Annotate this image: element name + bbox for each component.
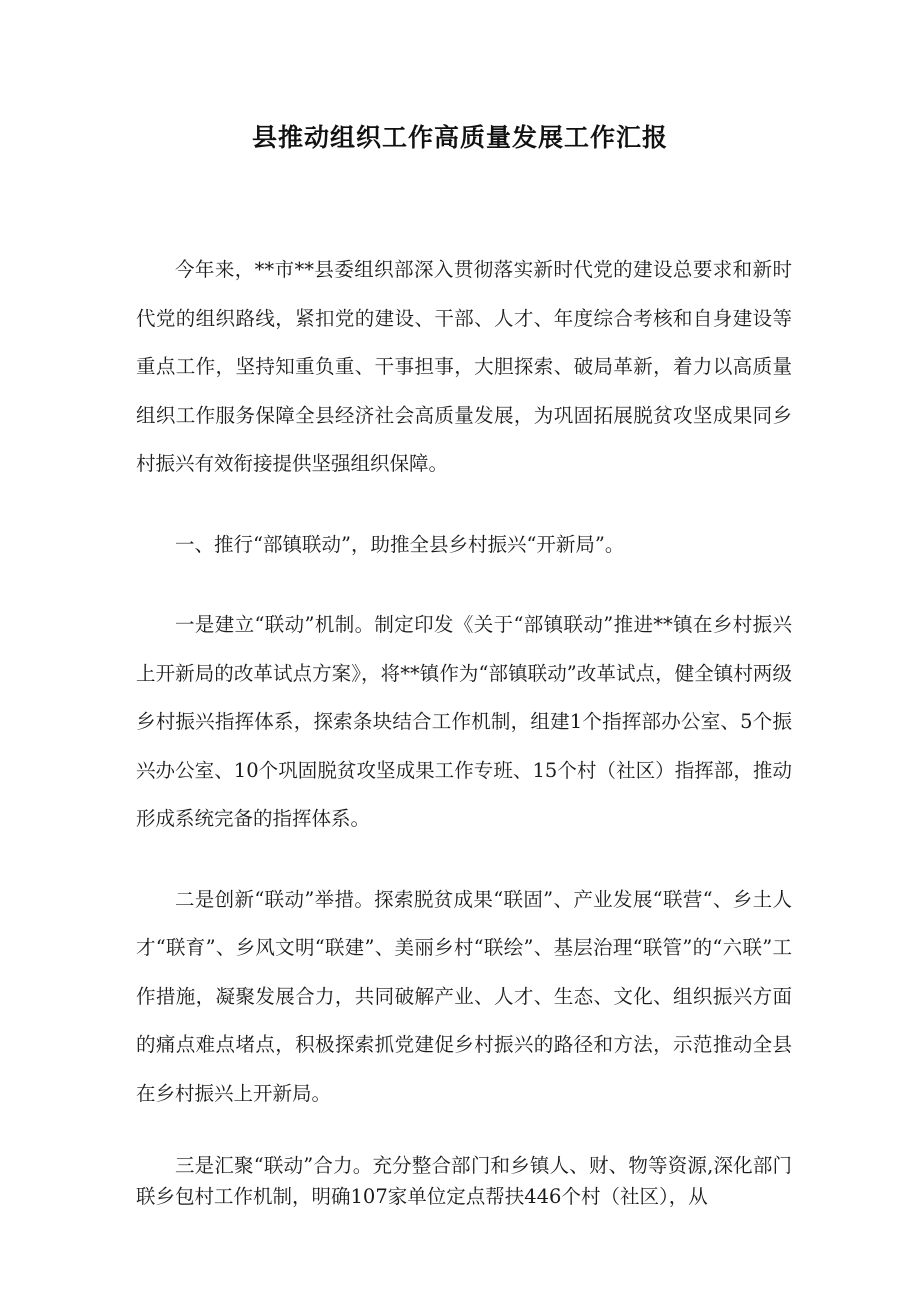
- document-body: [136, 246, 792, 1244]
- section-heading: 一、推行“部镇联动”，助推全县乡村振兴“开新局”。: [175, 532, 625, 556]
- body-paragraph: 三是汇聚“联动”合力。充分整合部门和乡镇人、财、物等资源,深化部门联乡包村工作机制，明确107家单位定点帮扶446个村（社区），从: [136, 1154, 792, 1208]
- document-title: 县推动组织工作高质量发展工作汇报: [251, 123, 668, 152]
- intro-paragraph: 今年来，**市**县委组织部深入贯彻落实新时代党的建设总要求和新时代党的组织路线，紧扣党的建设、干部、人才、年度综合考核和自身建设等重点工作，坚持知重负重、干事担事，大胆探索、破局革新，着力以高质量组织工作服务保障全县经济社会高质量发展，为巩固拓展脱贫攻坚成果同乡村振兴有效衔接提供坚强组织保障。: [136, 258, 792, 475]
- body-paragraph: 二是创新“联动”举措。探索脱贫成果“联固”、产业发展“联营“、乡土人才“联育”、乡风文明“联建”、美丽乡村“联绘”、基层治理“联管”的“六联”工作措施，凝聚发展合力，共同破解产业、人才、生态、文化、组织振兴方面的痛点难点堵点，积极探索抓党建促乡村振兴的路径和方法，示范推动全县在乡村振兴上开新局。: [136, 887, 792, 1105]
- body-paragraph: 一是建立“联动”机制。制定印发《关于“部镇联动”推进**镇在乡村振兴上开新局的改革试点方案》，将**镇作为“部镇联动”改革试点，健全镇村两级乡村振兴指挥体系，探索条块结合工作机制，组建1个指挥部办公室、5个振兴办公室、10个巩固脱贫攻坚成果工作专班、15个村（社区）指挥部，推动形成系统完备的指挥体系。: [136, 613, 792, 830]
